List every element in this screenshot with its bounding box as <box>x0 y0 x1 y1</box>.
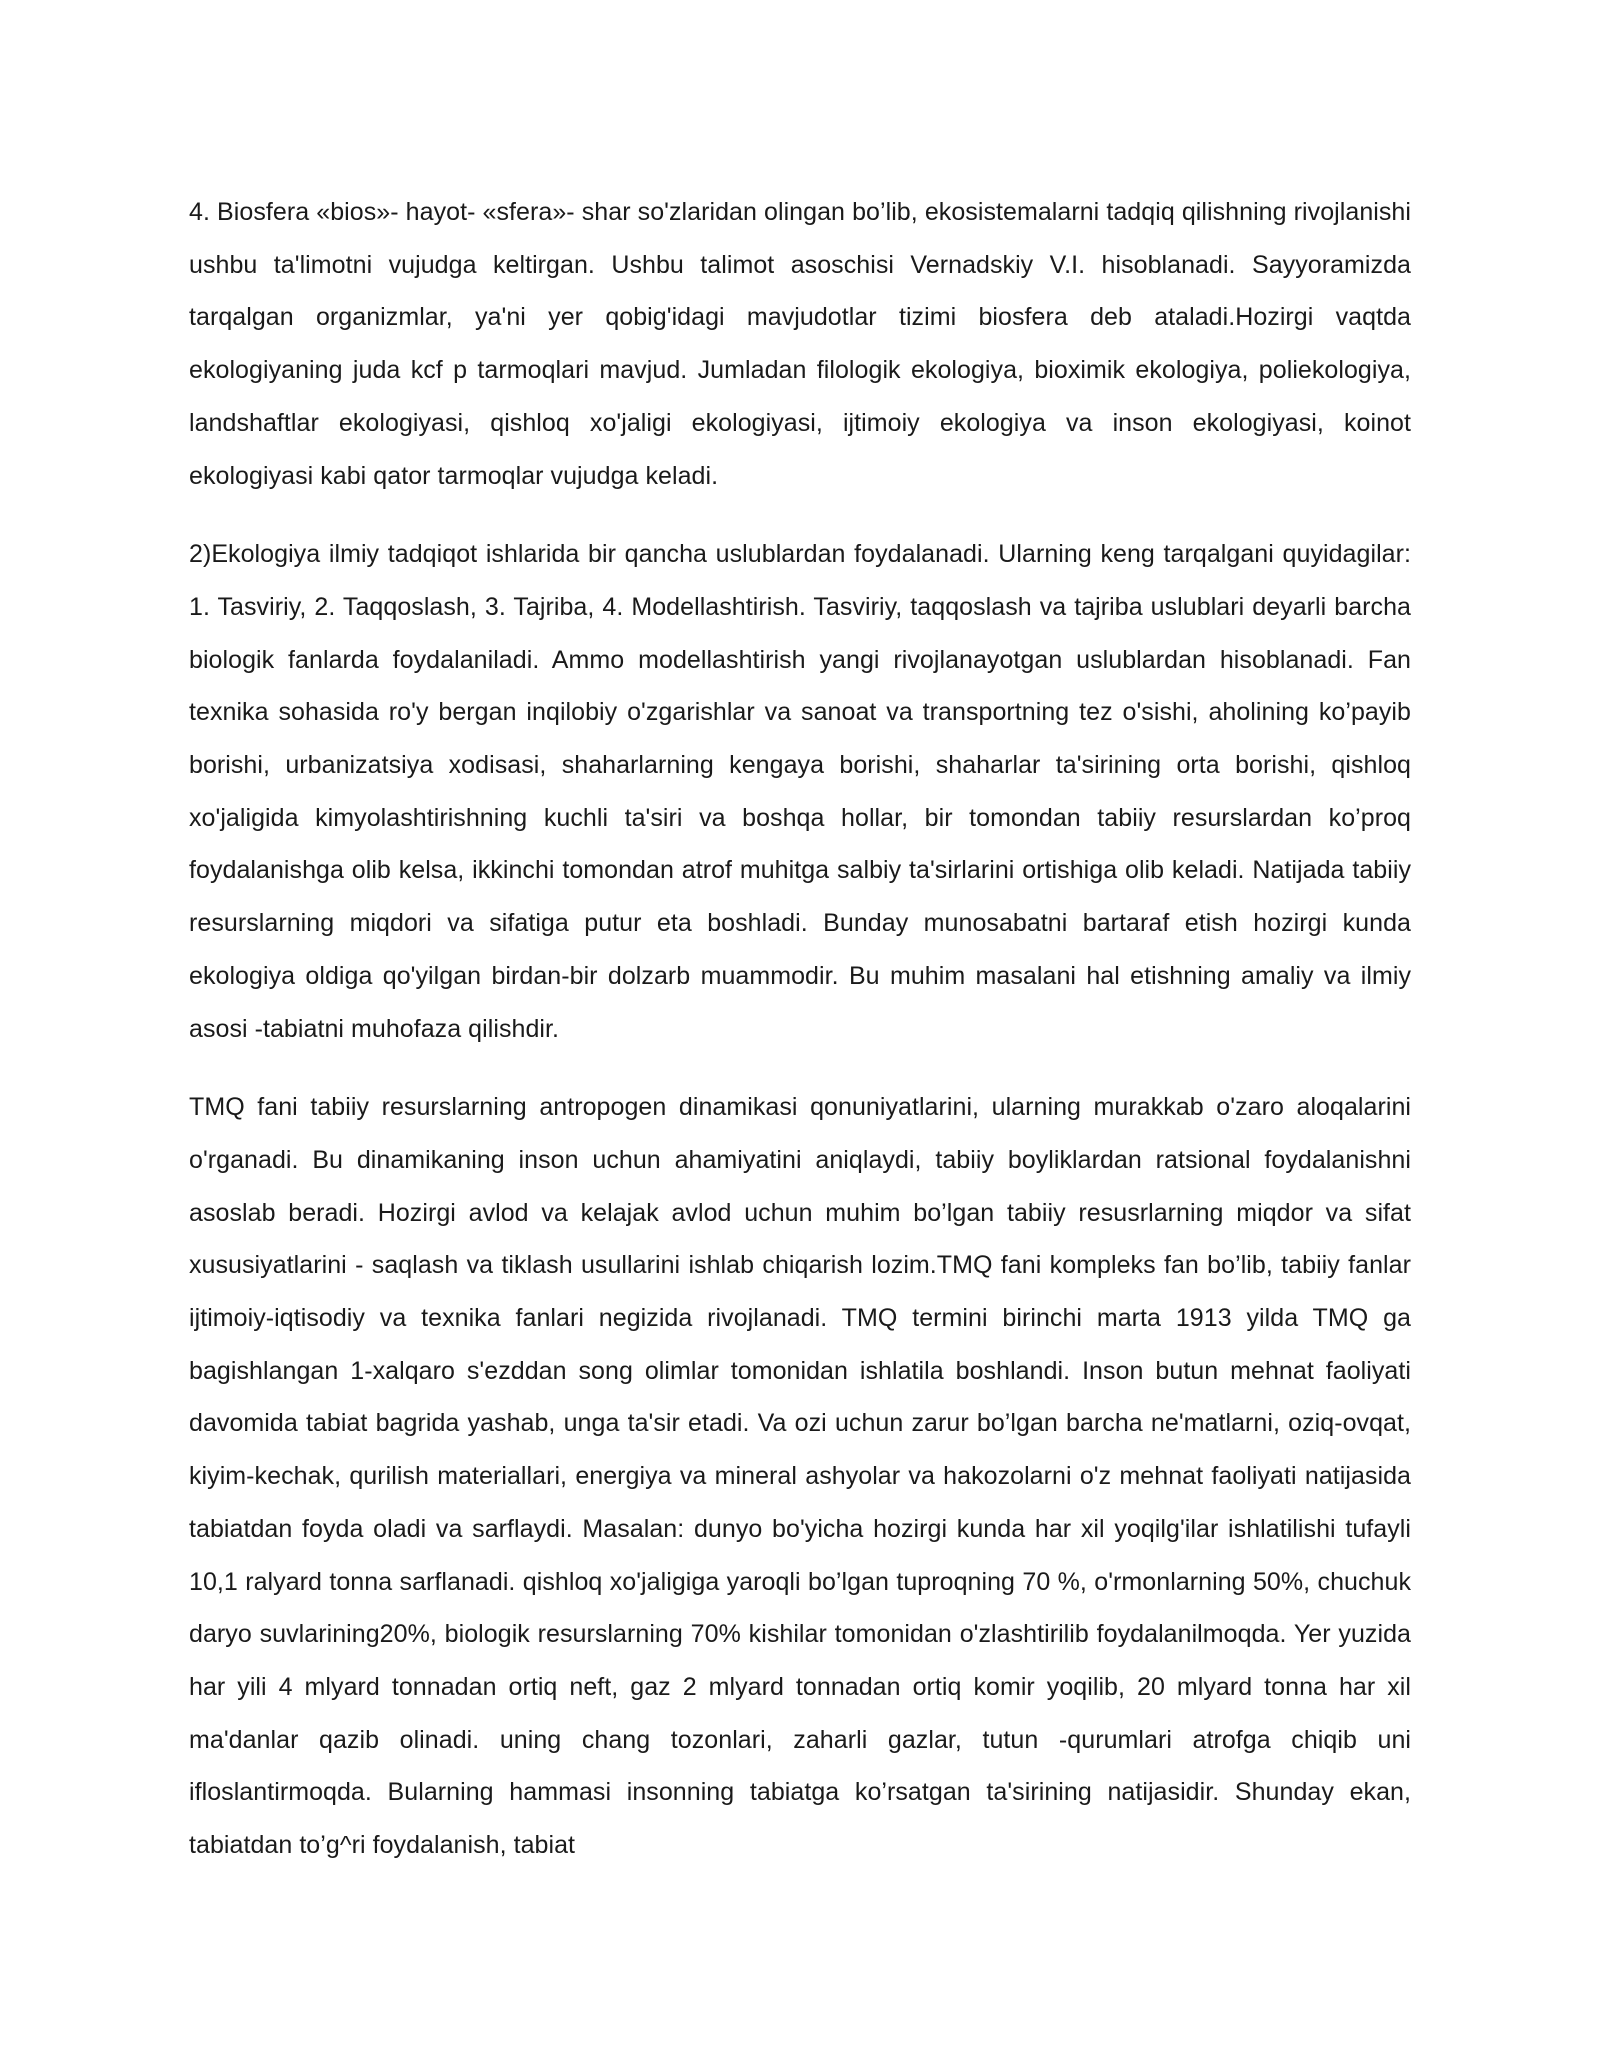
paragraph-ekologiya-uslublari: 2)Ekologiya ilmiy tadqiqot ishlarida bir qancha uslublardan foydalanadi. Ularning keng tarqalgani quyidagilar: 1. Tasviriy, 2. Taqqoslash, 3. Tajriba, 4. Modellashtirish. Tasviriy, taqqoslash va tajriba uslublari deyarli barcha biologik fanlarda foydalaniladi. Ammo modellashtirish yangi rivojlanayotgan uslublardan hisoblanadi. Fan texnika sohasida ro'y bergan inqilobiy o'zgarishlar va sanoat va transportning tez o'sishi, aholining ko’payib borishi, urbanizatsiya xodisasi, shaharlarning kengaya borishi, shaharlar ta'sirining orta borishi, qishloq xo'jaligida kimyolashtirishning kuchli ta'siri va boshqa hollar, bir tomondan tabiiy resurslardan ko’proq foydalanishga olib kelsa, ikkinchi tomondan atrof muhitga salbiy ta'sirlarini ortishiga olib keladi. Natijada tabiiy resurslarning miqdori va sifatiga putur eta boshladi. Bunday munosabatni bartaraf etish hozirgi kunda ekologiya oldiga qo'yilgan birdan-bir dolzarb muammodir. Bu muhim masalani hal etishning amaliy va ilmiy asosi -tabiatni muhofaza qilishdir. <box>189 540 1411 1043</box>
paragraph-biosfera: 4. Biosfera «bios»- hayot- «sfera»- shar so'zlaridan olingan bo’lib, ekosistemalarni tadqiq qilishning rivojlanishi ushbu ta'limotni vujudga keltirgan. Ushbu talimot asoschisi Vernadskiy V.I. hisoblanadi. Sayyoramizda tarqalgan organizmlar, ya'ni yer qobig'idagi mavjudotlar tizimi biosfera deb ataladi.Hozirgi vaqtda ekologiyaning juda kcf p tarmoqlari mavjud. Jumladan filologik ekologiya, bioximik ekologiya, poliekologiya, landshaftlar ekologiyasi, qishloq xo'jaligi ekologiyasi, ijtimoiy ekologiya va inson ekologiyasi, koinot ekologiyasi kabi qator tarmoqlar vujudga keladi. <box>189 198 1411 490</box>
document-page <box>189 186 1411 1898</box>
paragraph-tmq-fani: TMQ fani tabiiy resurslarning antropogen dinamikasi qonuniyatlarini, ularning murakkab o'zaro aloqalarini o'rganadi. Bu dinamikaning inson uchun ahamiyatini aniqlaydi, tabiiy boyliklardan ratsional foydalanishni asoslab beradi. Hozirgi avlod va kelajak avlod uchun muhim bo’lgan tabiiy resusrlarning miqdor va sifat xususiyatlarini - saqlash va tiklash usullarini ishlab chiqarish lozim.TMQ fani kompleks fan bo’lib, tabiiy fanlar ijtimoiy-iqtisodiy va texnika fanlari negizida rivojlanadi. TMQ termini birinchi marta 1913 yilda TMQ ga bagishlangan 1-xalqaro s'ezddan song olimlar tomonidan ishlatila boshlandi. Inson butun mehnat faoliyati davomida tabiat bagrida yashab, unga ta'sir etadi. Va ozi uchun zarur bo’lgan barcha ne'matlarni, oziq-ovqat, kiyim-kechak, qurilish materiallari, energiya va mineral ashyolar va hakozolarni o'z mehnat faoliyati natijasida tabiatdan foyda oladi va sarflaydi. Masalan: dunyo bo'yicha hozirgi kunda har xil yoqilg'ilar ishlatilishi tufayli 10,1 ralyard tonna sarflanadi. qishloq xo'jaligiga yaroqli bo’lgan tuproqning 70 %, o'rmonlarning 50%, chuchuk daryo suvlarining20%, biologik resurslarning 70% kishilar tomonidan o'zlashtirilib foydalanilmoqda. Yer yuzida har yili 4 mlyard tonnadan ortiq neft, gaz 2 mlyard tonnadan ortiq komir yoqilib, 20 mlyard tonna har xil ma'danlar qazib olinadi. uning chang tozonlari, zaharli gazlar, tutun -qurumlari atrofga chiqib uni ifloslantirmoqda. Bularning hammasi insonning tabiatga ko’rsatgan ta'sirining natijasidir. Shunday ekan, tabiatdan to’g^ri foydalanish, tabiat <box>189 1093 1411 1860</box>
